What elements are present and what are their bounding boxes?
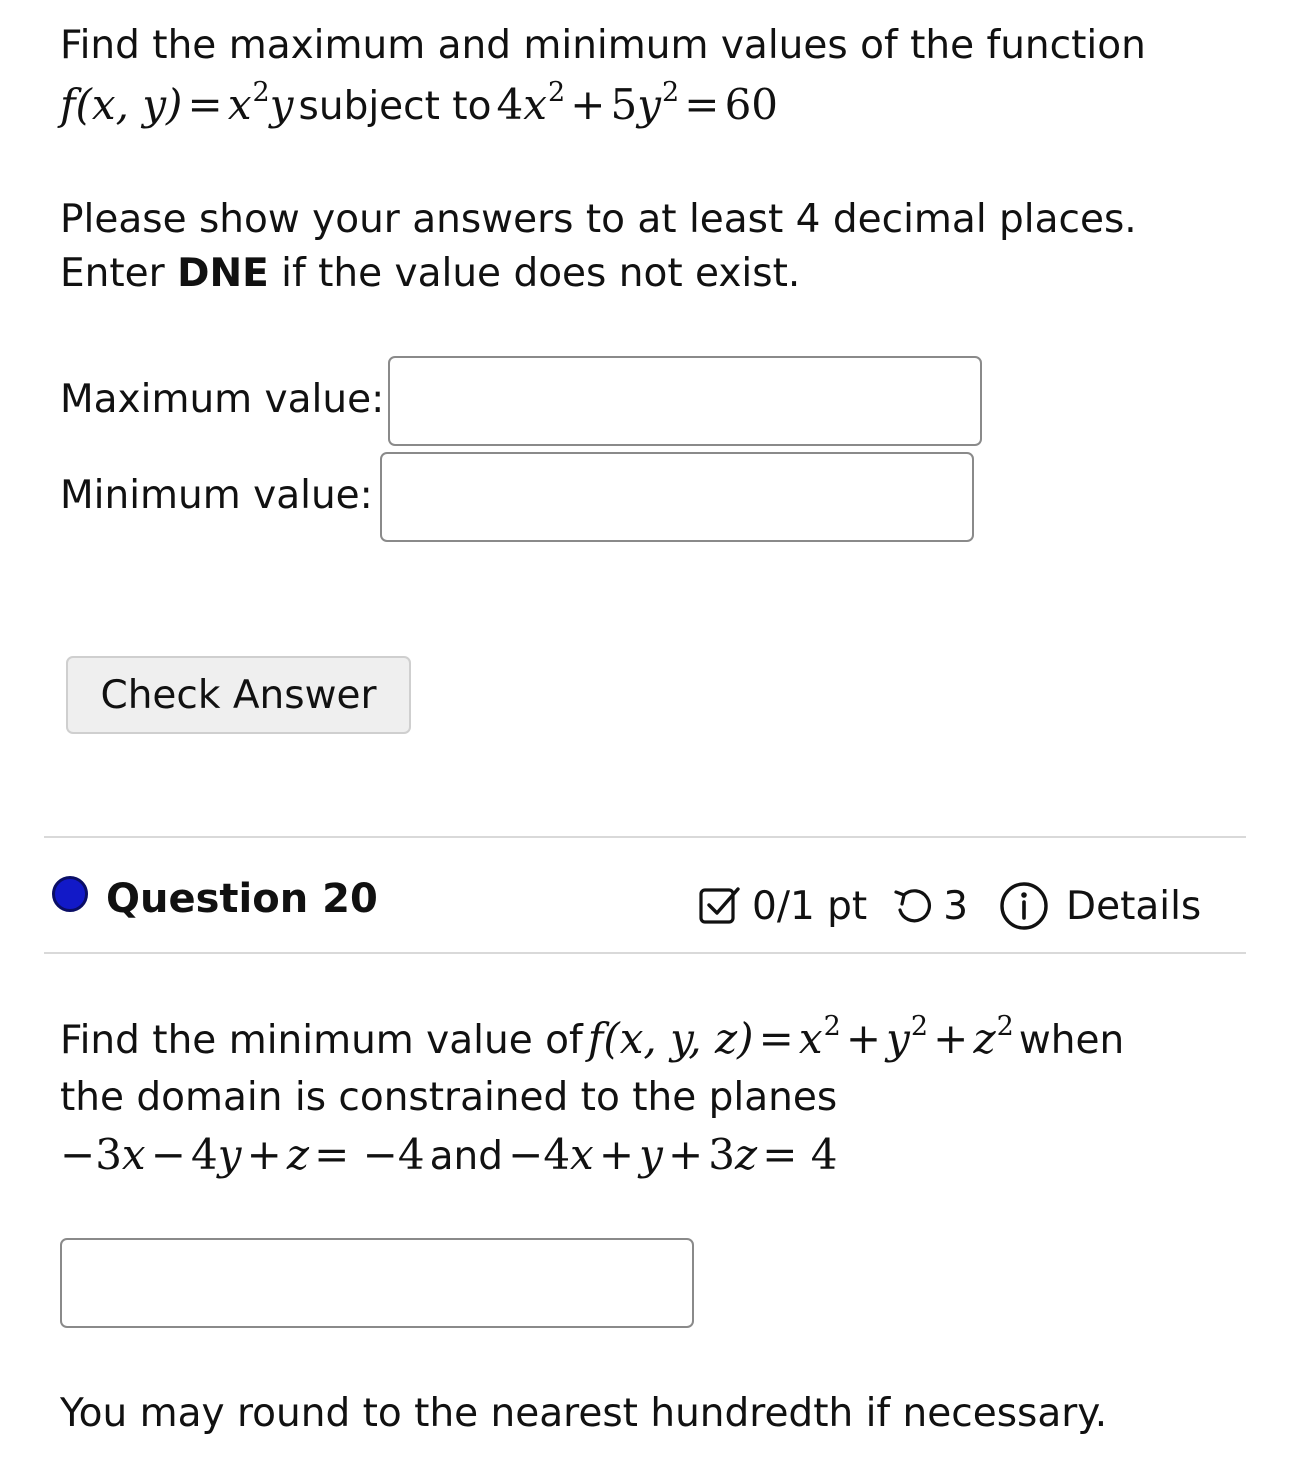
q19-constraint-y-exp: 2 <box>662 77 680 108</box>
q19-constraint-x-exp: 2 <box>547 77 566 108</box>
plane2-rhs: = 4 <box>762 1130 838 1179</box>
plane2-coef-x: −4 <box>508 1130 571 1179</box>
q20-z: z <box>973 1014 996 1063</box>
divider-bottom <box>44 952 1246 954</box>
q19-enter-word: Enter <box>60 251 165 296</box>
plane1-coef-y: 4 <box>191 1130 218 1179</box>
q20-plus-1: + <box>845 1014 882 1063</box>
q19-instructions-line2 <box>60 251 801 296</box>
min-value-label: Minimum value: <box>60 473 373 518</box>
q19-constraint-x: x <box>523 80 547 129</box>
q20-y: y <box>886 1014 910 1063</box>
plane1-plus: + <box>246 1130 282 1179</box>
info-icon[interactable] <box>998 880 1050 932</box>
plane2-coef-z: 3 <box>708 1130 735 1179</box>
plane1-rhs: = −4 <box>314 1130 425 1179</box>
q19-func-args: (x, y) <box>75 80 183 129</box>
retry-icon <box>891 885 935 927</box>
min-value-input[interactable] <box>380 452 974 542</box>
q20-prompt-line2: the domain is constrained to the planes <box>60 1075 838 1120</box>
q19-expr-exp: 2 <box>252 77 270 108</box>
q19-constraint-b: 5 <box>610 80 638 129</box>
q19-constraint-plus: + <box>570 80 606 129</box>
plane1-y: y <box>217 1130 242 1179</box>
checkbox-icon <box>698 885 744 927</box>
q20-prompt-start: Find the minimum value of <box>60 1018 583 1063</box>
q19-instructions-line1: Please show your answers to at least 4 decimal places. <box>60 197 1137 242</box>
planes-and: and <box>429 1134 504 1179</box>
q19-expr-y: y <box>269 80 294 129</box>
q19-constraint-y: y <box>637 80 661 129</box>
q20-y-exp: 2 <box>910 1011 929 1042</box>
q19-func-name: f <box>60 80 76 129</box>
q19-equals: = <box>187 80 223 129</box>
check-answer-button[interactable]: Check Answer <box>66 656 411 734</box>
plane1-z: z <box>286 1130 309 1179</box>
q20-z-exp: 2 <box>996 1011 1014 1042</box>
q20-answer-input[interactable] <box>60 1238 694 1328</box>
q19-constraint-eq: = <box>684 80 720 129</box>
plane1-x: x <box>121 1130 146 1179</box>
plane1-minus: − <box>150 1130 186 1179</box>
q19-subject-to: subject to <box>298 84 492 129</box>
plane2-y: y <box>639 1130 663 1179</box>
q19-expr-x: x <box>227 80 252 129</box>
divider-top <box>44 836 1246 838</box>
q20-equals: = <box>758 1014 794 1063</box>
q19-dne-word: DNE <box>177 251 269 296</box>
score-text: 0/1 pt <box>752 883 868 929</box>
q19-instructions-rest: if the value does not exist. <box>281 251 801 296</box>
q20-func-name: f <box>587 1014 604 1063</box>
plane2-plus-2: + <box>667 1130 704 1179</box>
question-title: Question 20 <box>106 876 378 922</box>
max-value-input[interactable] <box>388 356 982 446</box>
q20-footer-note: You may round to the nearest hundredth if necessary. <box>60 1391 1108 1436</box>
q19-constraint-rhs: 60 <box>724 80 779 129</box>
question-status-dot <box>52 876 88 912</box>
q20-func-args: (x, y, z) <box>603 1014 754 1063</box>
plane2-plus-1: + <box>598 1130 635 1179</box>
q20-when: when <box>1018 1018 1125 1063</box>
q19-function-line <box>60 77 779 129</box>
plane2-z: z <box>734 1130 758 1179</box>
plane1-coef-x: −3 <box>60 1130 122 1179</box>
details-link[interactable]: Details <box>1066 883 1202 929</box>
plane2-x: x <box>570 1130 594 1179</box>
attempts-count: 3 <box>943 883 969 929</box>
q20-x: x <box>798 1014 823 1063</box>
q20-plus-2: + <box>933 1014 969 1063</box>
question-meta <box>698 880 1201 932</box>
q20-x-exp: 2 <box>823 1011 841 1042</box>
q20-planes-line <box>60 1130 838 1179</box>
max-value-label: Maximum value: <box>60 377 385 422</box>
q19-prompt-line1: Find the maximum and minimum values of the function <box>60 23 1146 68</box>
q19-constraint-a: 4 <box>496 80 524 129</box>
q20-prompt-line1 <box>60 1011 1125 1063</box>
